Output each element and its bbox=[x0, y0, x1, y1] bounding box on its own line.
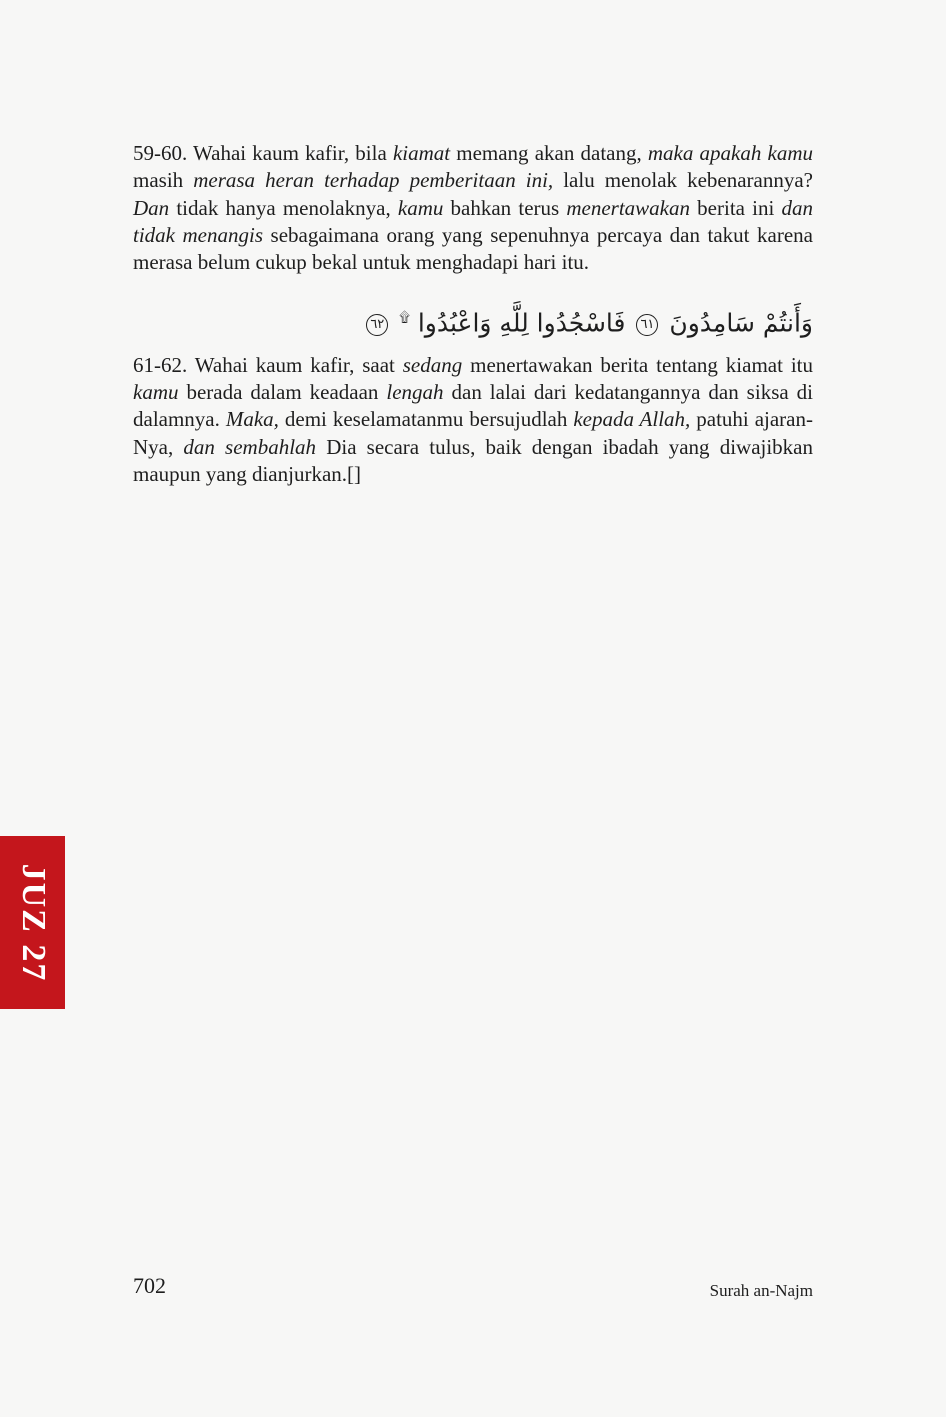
translation-paragraph-59-60 bbox=[133, 140, 813, 276]
text-run: tidak hanya menolaknya, bbox=[169, 195, 398, 220]
main-content bbox=[133, 140, 813, 488]
text-run: memang akan datang, bbox=[450, 141, 648, 165]
italic-run: dan sembahlah bbox=[183, 434, 317, 459]
text-run: Dia secara tulus, baik dengan ibadah yang diwajibkan maupun yang dianjurkan.[] bbox=[133, 434, 813, 486]
juz-tab bbox=[0, 836, 65, 1009]
italic-run: dan tidak menangis bbox=[133, 195, 813, 247]
italic-run: kamu bbox=[397, 195, 444, 220]
ayah-number-61: ٦١ bbox=[636, 314, 658, 336]
juz-label: JUZ 27 bbox=[14, 863, 52, 982]
arabic-verse-61: وَأَنتُمْ سَامِدُونَ bbox=[669, 308, 813, 338]
italic-run: Dan bbox=[133, 195, 170, 220]
text-run: lalu menolak kebenarannya? bbox=[553, 168, 814, 193]
text-run: 59-60. Wahai kaum kafir, bila bbox=[133, 141, 393, 165]
text-run: berita ini bbox=[690, 195, 782, 220]
italic-run: kamu bbox=[133, 380, 179, 405]
text-run: menertawakan berita tentang kiamat itu bbox=[462, 352, 813, 377]
text-run: patuhi ajaran-Nya, bbox=[133, 407, 813, 459]
text-run: masih bbox=[133, 168, 194, 193]
ayah-number-62: ٦٢ bbox=[366, 314, 388, 336]
italic-run: kiamat bbox=[392, 141, 451, 165]
text-run: demi keselamatanmu bersujudlah bbox=[278, 407, 574, 432]
italic-run: kepada Allah, bbox=[573, 407, 691, 432]
italic-run: lengah bbox=[386, 380, 444, 405]
italic-run: maka apakah kamu bbox=[647, 141, 813, 165]
text-run: 61-62. Wahai kaum kafir, saat bbox=[133, 352, 403, 377]
italic-run: sedang bbox=[402, 352, 463, 377]
italic-run: merasa heran terhadap pemberitaan ini, bbox=[193, 168, 554, 193]
surah-name-footer: Surah an-Najm bbox=[709, 1281, 813, 1300]
translation-paragraph-61-62 bbox=[133, 352, 813, 488]
arabic-verse-62: فَاسْجُدُوا لِلَّهِ وَاعْبُدُوا bbox=[417, 308, 626, 338]
sajdah-mark-icon: ۩ bbox=[399, 310, 410, 327]
italic-run: menertawakan bbox=[566, 195, 691, 220]
text-run: berada dalam keadaan bbox=[178, 380, 387, 405]
text-run: sebagaimana orang yang sepenuhnya percaya dan takut karena merasa belum cukup bekal untuk menghadapi hari itu. bbox=[133, 222, 813, 275]
arabic-verse-line bbox=[133, 298, 813, 343]
page-number: 702 bbox=[133, 1273, 166, 1298]
italic-run: Maka, bbox=[225, 407, 279, 432]
text-run: bahkan terus bbox=[443, 195, 567, 220]
text-run: dan lalai dari kedatangannya dan siksa di dalamnya. bbox=[133, 380, 813, 432]
